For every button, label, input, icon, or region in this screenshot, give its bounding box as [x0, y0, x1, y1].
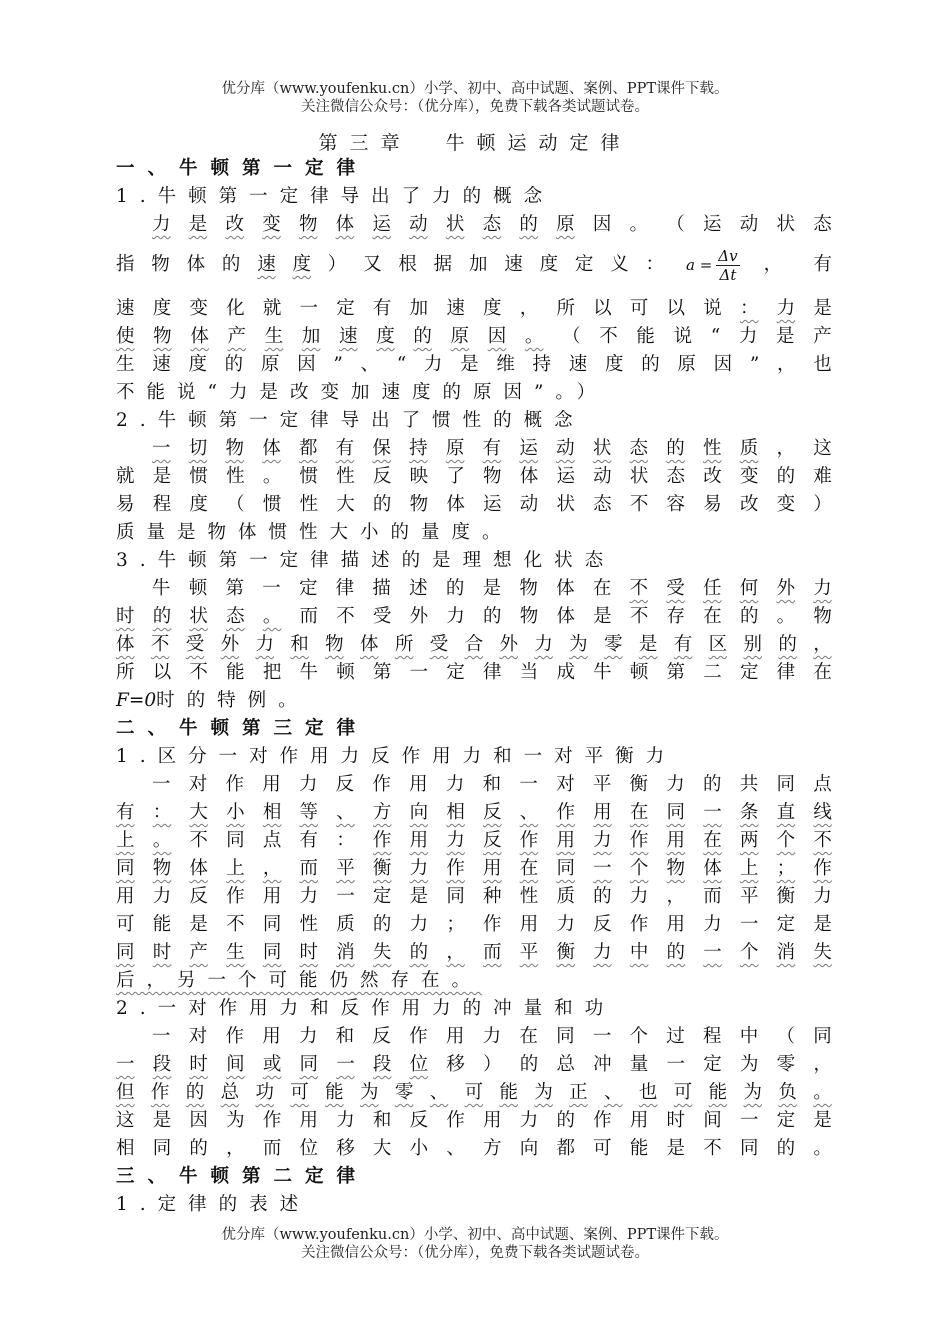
paragraph-line: 同 物 体 上 ， 而 平 衡 力 作 用 在 同 一 个 物 体 上 ； 作 — [116, 858, 832, 879]
section-heading-2: 二、牛顿第三定律 — [116, 718, 369, 739]
section-heading-1: 一、牛顿第一定律 — [116, 158, 369, 179]
paragraph-line: 上 。 不 同 点 有 ： 作 用 力 反 作 用 力 作 用 在 两 个 不 — [116, 830, 832, 851]
subheading-1-1: 1.牛顿第一定律导出了力的概念 — [116, 186, 555, 207]
subheading-3-1: 1.定律的表述 — [116, 1194, 311, 1215]
paragraph-line: 一 对 作 用 力 反 作 用 力 和 一 对 平 衡 力 的 共 同 点 — [152, 774, 832, 795]
paragraph-line: 不能说“力是改变加速度的原因”。） — [116, 382, 608, 403]
formula-numerator: Δv — [718, 246, 738, 265]
paragraph-line-tail: ， 有 — [763, 254, 832, 275]
paragraph-line: 质量是物体惯性大小的量度。 — [116, 522, 513, 543]
paragraph-line: 后，另一个可能仍然存在。 — [116, 970, 483, 991]
subheading-2-1: 1.区分一对作用力反作用力和一对平衡力 — [116, 746, 677, 767]
paragraph-line: 时 的 状 态 。 而 不 受 外 力 的 物 体 是 不 存 在 的 。 物 — [116, 606, 832, 627]
chapter-name: 牛顿运动定律 — [445, 132, 632, 154]
paragraph-line: 有 ： 大 小 相 等 、 方 向 相 反 、 作 用 在 同 一 条 直 线 — [116, 802, 832, 823]
paragraph-line: 易 程 度 （ 惯 性 大 的 物 体 运 动 状 态 不 容 易 改 变 ） — [116, 494, 832, 515]
subheading-1-2: 2.牛顿第一定律导出了惯性的概念 — [116, 410, 585, 431]
paragraph-line: 一 段 时 间 或 同 一 段 位 移 ） 的 总 冲 量 一 定 为 零 ， — [116, 1054, 832, 1075]
acceleration-formula: a = $\frac{\Delta v}{\Delta t}$ — [686, 246, 738, 284]
paragraph-line: 相 同 的 ， 而 位 移 大 小 、 方 向 都 可 能 是 不 同 的 。 — [116, 1138, 832, 1159]
subheading-2-2: 2.一对作用力和反作用力的冲量和功 — [116, 998, 616, 1019]
formula-denominator: Δt — [719, 265, 737, 284]
paragraph-line: 用 力 反 作 用 力 一 定 是 同 种 性 质 的 力 ， 而 平 衡 力 — [116, 886, 832, 907]
paragraph-line: 可 能 是 不 同 性 质 的 力 ； 作 用 力 反 作 用 力 一 定 是 — [116, 914, 832, 935]
subheading-1-3: 3.牛顿第一定律描述的是理想化状态 — [116, 550, 616, 571]
header-line-1: 优分库（www.youfenku.cn）小学、初中、高中试题、案例、PPT课件下载。 — [221, 81, 729, 97]
paragraph-line: 这 是 因 为 作 用 力 和 反 作 用 力 的 作 用 时 间 一 定 是 — [116, 1110, 832, 1131]
paragraph-line: 一 切 物 体 都 有 保 持 原 有 运 动 状 态 的 性 质 ， 这 — [152, 438, 832, 459]
paragraph-line: 生 速 度 的 原 因 ” 、 “ 力 是 维 持 速 度 的 原 因 ” ， 也 — [116, 354, 832, 375]
paragraph-line: 但 作 的 总 功 可 能 为 零 、 可 能 为 正 、 也 可 能 为 负 。 — [116, 1082, 832, 1103]
paragraph-line-text: 指 物 体 的 速 度 ） 又 根 据 加 速 度 定 义 ： — [116, 254, 664, 275]
paragraph-line: 牛 顿 第 一 定 律 描 述 的 是 物 体 在 不 受 任 何 外 力 — [152, 578, 832, 599]
paragraph-line: 体 不 受 外 力 和 物 体 所 受 合 外 力 为 零 是 有 区 别 的 ， — [116, 634, 832, 655]
page-header — [0, 80, 950, 116]
paragraph-line: 使 物 体 产 生 加 速 度 的 原 因 。 （ 不 能 说 “ 力 是 产 — [116, 326, 832, 347]
chapter-title — [0, 128, 950, 155]
chapter-number: 第三章 — [318, 132, 412, 154]
force-zero-expression: F=0 — [116, 690, 157, 711]
paragraph-line: F=0时的特例。 — [116, 690, 309, 711]
paragraph-line: 一 对 作 用 力 和 反 作 用 力 在 同 一 个 过 程 中 （ 同 — [152, 1026, 832, 1047]
paragraph-line: 速 度 变 化 就 一 定 有 加 速 度 ， 所 以 可 以 说 ： 力 是 — [116, 298, 832, 319]
footer-line-1: 优分库（www.youfenku.cn）小学、初中、高中试题、案例、PPT课件下载。 — [221, 1227, 729, 1243]
paragraph-line: 所 以 不 能 把 牛 顿 第 一 定 律 当 成 牛 顿 第 二 定 律 在 — [116, 662, 832, 683]
header-line-2: 关注微信公众号：（优分库），免费下载各类试题试卷。 — [301, 99, 649, 115]
paragraph-line: 就 是 惯 性 。 惯 性 反 映 了 物 体 运 动 状 态 改 变 的 难 — [116, 466, 832, 487]
paragraph-line: 同 时 产 生 同 时 消 失 的 ， 而 平 衡 力 中 的 一 个 消 失 — [116, 942, 832, 963]
page-footer — [0, 1226, 950, 1262]
section-heading-3: 三、牛顿第二定律 — [116, 1166, 369, 1187]
paragraph-line: 力 是 改 变 物 体 运 动 状 态 的 原 因 。 （ 运 动 状 态 — [152, 214, 832, 235]
footer-line-2: 关注微信公众号：（优分库），免费下载各类试题试卷。 — [301, 1245, 649, 1261]
paragraph-line-formula — [116, 247, 832, 283]
